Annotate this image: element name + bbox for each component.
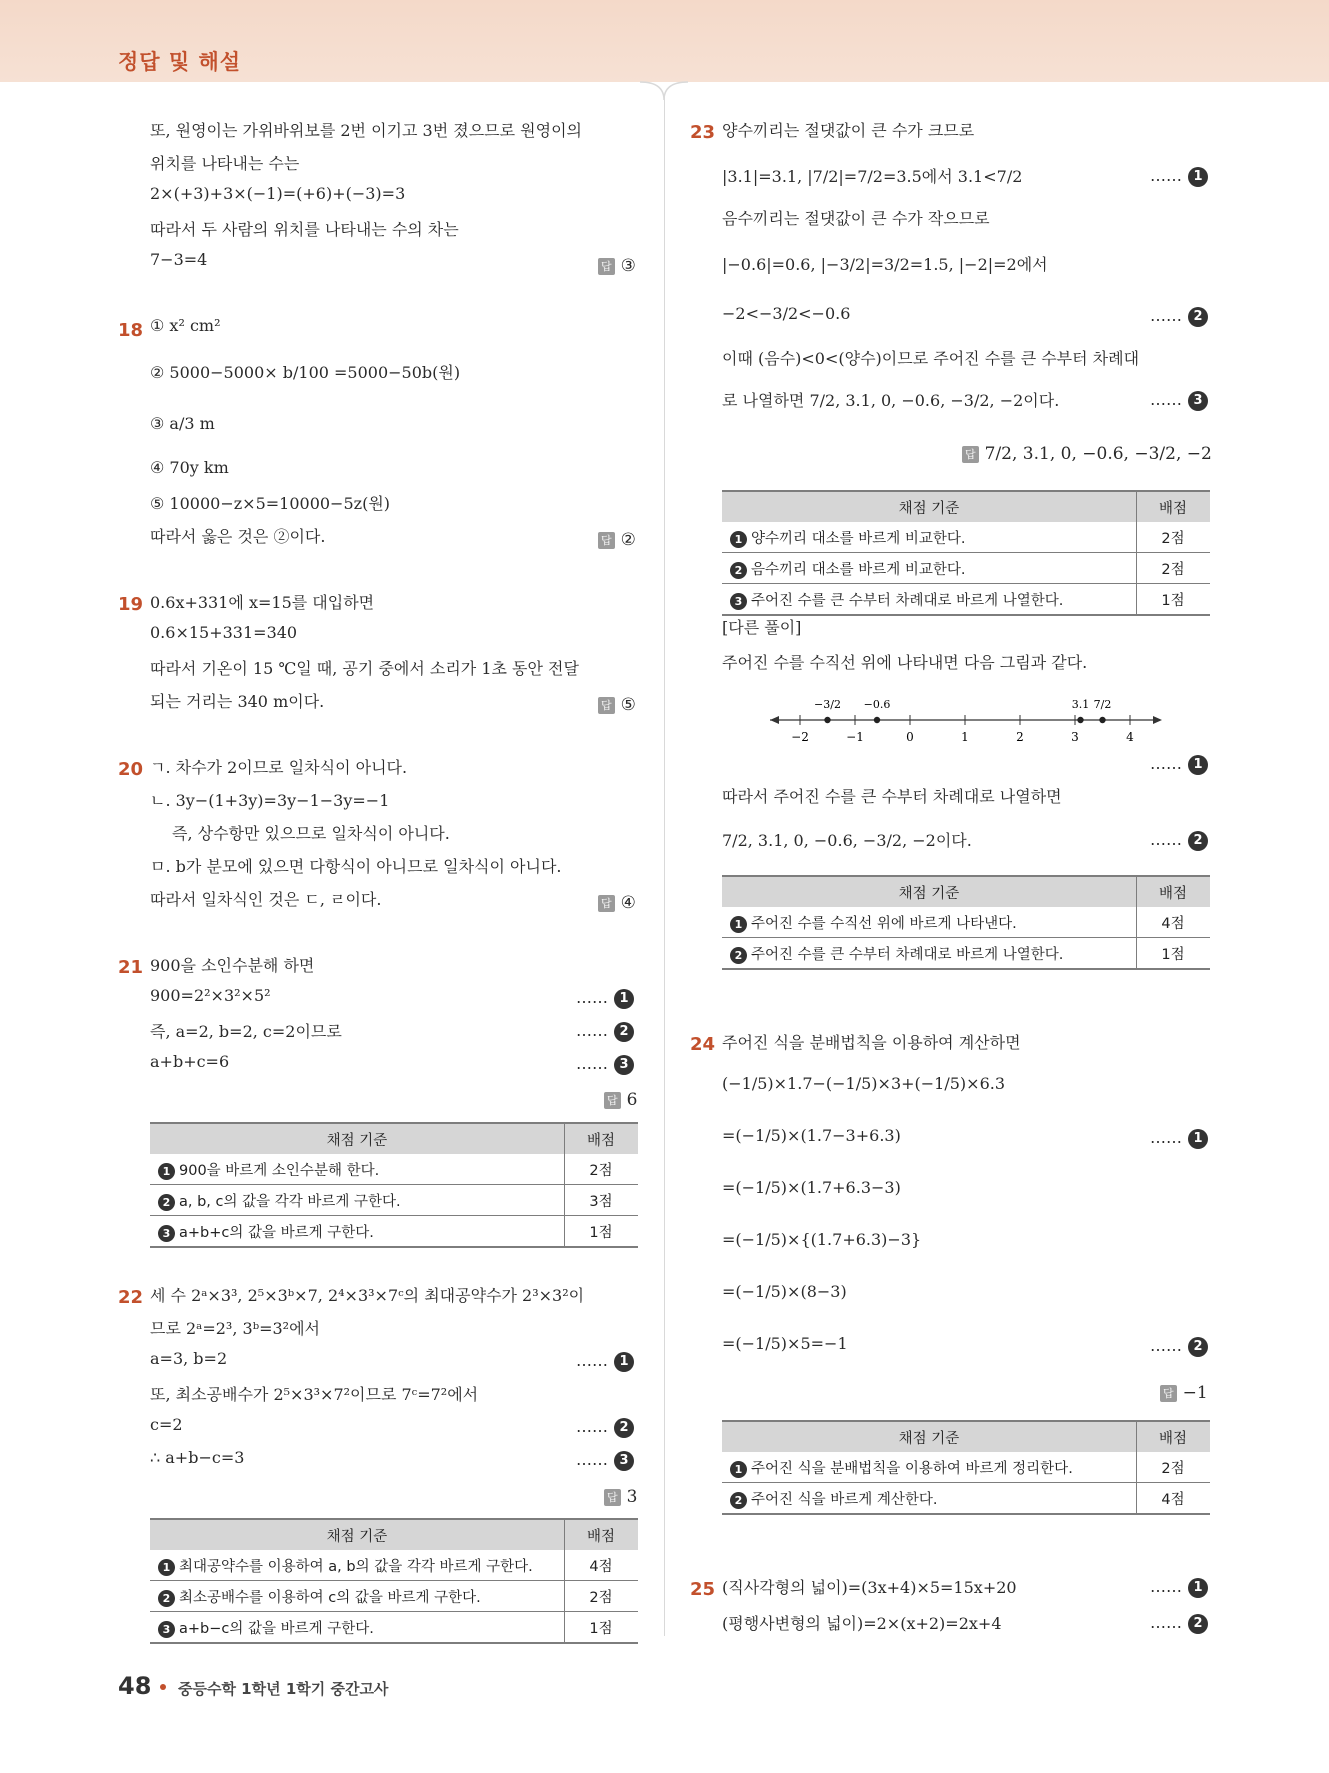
point-label: 3.1 [1071,698,1090,711]
text-line: ④ 70y km [150,458,229,477]
table-row: 1 주어진 수를 수직선 위에 바르게 나타낸다. 4점 [722,907,1210,938]
table-header: 채점 기준 [150,1123,565,1154]
scoring-table [722,875,1210,970]
text-line: ② 5000−5000× b/100 =5000−50b(원) [150,363,461,382]
number-point [1077,717,1083,723]
text-line: ③ a/3 m [150,414,215,433]
text-line: 양수끼리는 절댓값이 큰 수가 크므로 [722,121,975,140]
point-label: 7/2 [1093,698,1112,711]
text-line: 또, 최소공배수가 2⁵×3³×7²이므로 7ᶜ=7²에서 [150,1385,479,1404]
text-line: 7−3=4 [150,250,208,269]
text-line: 로 나열하면 7/2, 3.1, 0, −0.6, −3/2, −2이다. [722,391,1060,410]
text-line: |−0.6|=0.6, |−3/2|=3/2=1.5, |−2|=2에서 [722,255,1048,274]
text-line: 즉, a=2, b=2, c=2이므로 [150,1022,342,1041]
problem-number: 22 [118,1287,144,1308]
column-divider [664,96,665,1636]
alt-solution-title: [다른 풀이] [722,618,802,637]
step-marker: …… 1 [1150,754,1208,775]
tick-label: 3 [1071,730,1079,744]
text-line: 900=2²×3²×5² [150,986,271,1005]
number-point [824,717,830,723]
table-header: 채점 기준 [722,491,1137,522]
tick-label: −1 [846,730,864,744]
tick-label: 2 [1016,730,1024,744]
section-title: 정답 및 해설 [118,50,242,74]
step-marker: …… 1 [1150,1577,1208,1598]
answer-label: 답 ⑤ [598,695,636,715]
text-line: 주어진 식을 분배법칙을 이용하여 계산하면 [722,1033,1021,1052]
table-row: 2 주어진 수를 큰 수부터 차례대로 바르게 나열한다. 1점 [722,938,1210,970]
table-row: 3 a+b+c의 값을 바르게 구한다. 1점 [150,1216,638,1248]
table-row: 1 양수끼리 대소를 바르게 비교한다. 2점 [722,522,1210,553]
text-line: ∴ a+b−c=3 [150,1448,245,1467]
table-row: 3 주어진 수를 큰 수부터 차례대로 바르게 나열한다. 1점 [722,584,1210,616]
text-line: =(−1/5)×(1.7−3+6.3) [722,1126,901,1145]
answer-label: 답 3 [604,1487,637,1507]
text-line: |3.1|=3.1, |7/2|=7/2=3.5에서 3.1<7/2 [722,167,1023,186]
text-line: 따라서 주어진 수를 큰 수부터 차례대로 나열하면 [722,787,1062,806]
text-line: 주어진 수를 수직선 위에 나타내면 다음 그림과 같다. [722,653,1088,672]
text-line: ① x² cm² [150,316,221,335]
problem-number: 20 [118,759,144,780]
text-line: =(−1/5)×5=−1 [722,1334,848,1353]
table-header: 배점 [565,1519,639,1550]
text-line: 즉, 상수항만 있으므로 일차식이 아니다. [172,824,450,843]
text-line: a=3, b=2 [150,1349,228,1368]
text-line: 0.6×15+331=340 [150,623,298,642]
table-header: 채점 기준 [150,1519,565,1550]
answer-label: 답 7/2, 3.1, 0, −0.6, −3/2, −2 [962,444,1212,464]
text-line: 이때 (음수)<0<(양수)이므로 주어진 수를 큰 수부터 차례대 [722,349,1140,368]
answer-label: 답 −1 [1160,1383,1208,1403]
text-line: 위치를 나타내는 수는 [150,154,300,173]
text-line: c=2 [150,1415,183,1434]
text-line: =(−1/5)×(8−3) [722,1282,847,1301]
text-line: (평행사변형의 넓이)=2×(x+2)=2x+4 [722,1614,1002,1633]
problem-number: 24 [690,1034,716,1055]
table-header: 배점 [1137,876,1211,907]
tick-label: 0 [906,730,914,744]
text-line: ㅁ. b가 분모에 있으면 다항식이 아니므로 일차식이 아니다. [150,857,562,876]
table-row: 1 최대공약수를 이용하여 a, b의 값을 각각 바르게 구한다. 4점 [150,1550,638,1581]
scoring-table [150,1518,638,1644]
table-row: 2 음수끼리 대소를 바르게 비교한다. 2점 [722,553,1210,584]
step-marker: …… 1 [576,988,634,1009]
text-line: ⑤ 10000−z×5=10000−5z(원) [150,494,391,513]
table-header: 채점 기준 [722,876,1137,907]
answer-label: 답 ④ [598,893,636,913]
text-line: −2<−3/2<−0.6 [722,304,851,323]
number-line [770,694,1170,754]
step-marker: …… 2 [1150,830,1208,851]
point-label: −0.6 [863,698,891,711]
tick-label: 1 [961,730,969,744]
page-number: 48 [118,1672,152,1700]
text-line: =(−1/5)×(1.7+6.3−3) [722,1178,901,1197]
step-marker: …… 3 [576,1450,634,1471]
text-line: 음수끼리는 절댓값이 큰 수가 작으므로 [722,209,990,228]
table-header: 배점 [1137,491,1211,522]
problem-number: 21 [118,957,144,978]
step-marker: …… 1 [1150,1128,1208,1149]
point-label: −3/2 [814,698,841,711]
text-line: 따라서 옳은 것은 ②이다. [150,527,326,546]
answer-label: 답 ③ [598,256,636,276]
table-header: 채점 기준 [722,1421,1137,1452]
book-title: 중등수학 1학년 1학기 중간고사 [178,1680,389,1698]
problem-number: 23 [690,122,716,143]
text-line: 따라서 두 사람의 위치를 나타내는 수의 차는 [150,220,459,239]
text-line: (−1/5)×1.7−(−1/5)×3+(−1/5)×6.3 [722,1074,1006,1093]
step-marker: …… 2 [1150,306,1208,327]
text-line: 므로 2ᵃ=2³, 3ᵇ=3²에서 [150,1319,321,1338]
text-line: 따라서 기온이 15 ℃일 때, 공기 중에서 소리가 1초 동안 전달 [150,659,579,678]
table-row: 3 a+b−c의 값을 바르게 구한다. 1점 [150,1612,638,1644]
number-point [1099,717,1105,723]
table-row: 2 최소공배수를 이용하여 c의 값을 바르게 구한다. 2점 [150,1581,638,1612]
text-line: 세 수 2ᵃ×3³, 2⁵×3ᵇ×7, 2⁴×3³×7ᶜ의 최대공약수가 2³×3²이 [150,1286,585,1305]
step-marker: …… 2 [576,1021,634,1042]
text-line: 되는 거리는 340 m이다. [150,692,325,711]
text-line: 또, 원영이는 가위바위보를 2번 이기고 3번 졌으므로 원영이의 [150,121,582,140]
text-line: 900을 소인수분해 하면 [150,956,315,975]
problem-number: 18 [118,320,144,341]
step-marker: …… 1 [576,1351,634,1372]
tick-label: 4 [1126,730,1134,744]
text-line: 따라서 일차식인 것은 ㄷ, ㄹ이다. [150,890,382,909]
table-row: 2 주어진 식을 바르게 계산한다. 4점 [722,1483,1210,1515]
table-header: 배점 [565,1123,639,1154]
text-line: =(−1/5)×{(1.7+6.3)−3} [722,1230,922,1249]
text-line: 0.6x+331에 x=15를 대입하면 [150,593,375,612]
text-line: 7/2, 3.1, 0, −0.6, −3/2, −2이다. [722,831,972,850]
table-row: 2 a, b, c의 값을 각각 바르게 구한다. 3점 [150,1185,638,1216]
scoring-table [722,1420,1210,1515]
number-point [874,717,880,723]
problem-number: 25 [690,1579,716,1600]
tick-label: −2 [791,730,809,744]
scoring-table [722,490,1210,616]
text-line: ㄱ. 차수가 2이므로 일차식이 아니다. [150,758,408,777]
table-row: 1 주어진 식을 분배법칙을 이용하여 바르게 정리한다. 2점 [722,1452,1210,1483]
text-line: (직사각형의 넓이)=(3x+4)×5=15x+20 [722,1578,1017,1597]
step-marker: …… 1 [1150,166,1208,187]
step-marker: …… 2 [576,1417,634,1438]
answer-label: 답 ② [598,530,636,550]
text-line: ㄴ. 3y−(1+3y)=3y−1−3y=−1 [150,791,390,810]
problem-number: 19 [118,594,144,615]
text-line: a+b+c=6 [150,1052,230,1071]
step-marker: …… 3 [1150,390,1208,411]
footer-dot-icon [160,1684,166,1690]
table-row: 1 900을 바르게 소인수분해 한다. 2점 [150,1154,638,1185]
text-line: 2×(+3)+3×(−1)=(+6)+(−3)=3 [150,184,406,203]
step-marker: …… 2 [1150,1613,1208,1634]
step-marker: …… 2 [1150,1336,1208,1357]
step-marker: …… 3 [576,1054,634,1075]
answer-label: 답 6 [604,1090,637,1110]
scoring-table [150,1122,638,1248]
table-header: 배점 [1137,1421,1211,1452]
